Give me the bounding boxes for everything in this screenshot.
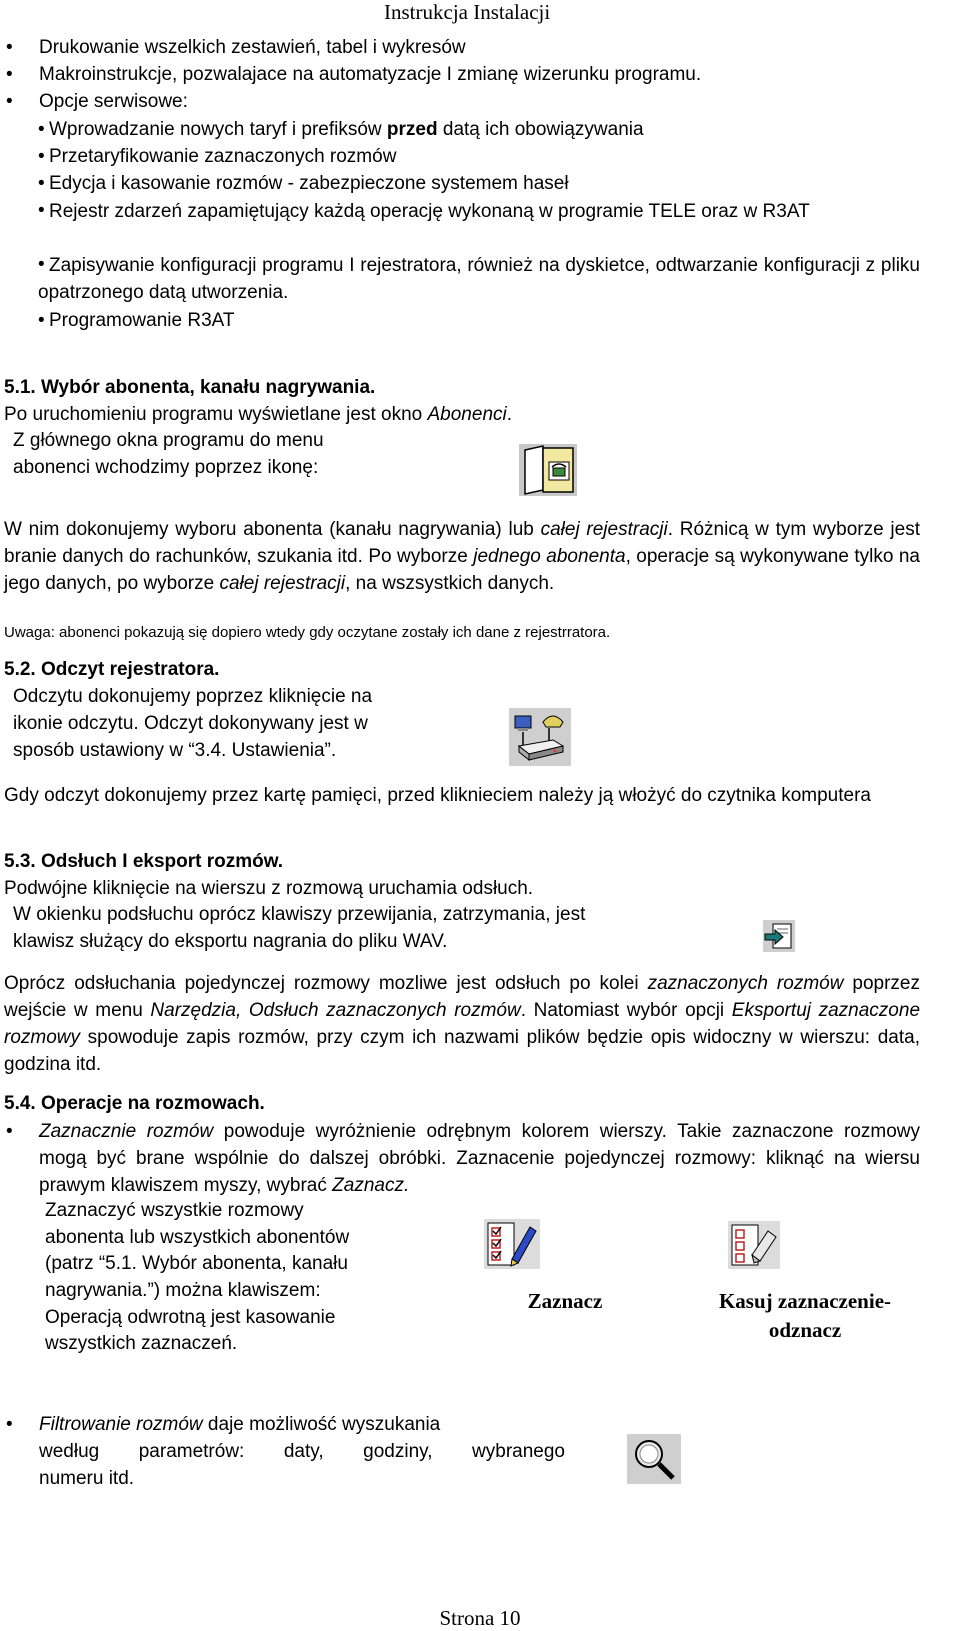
- list-item-line: numeru itd.: [39, 1468, 135, 1489]
- paragraph: [4, 516, 920, 597]
- sub-bullet: •: [38, 146, 45, 167]
- paragraph-line: wszystkich zaznaczeń.: [45, 1333, 238, 1354]
- paragraph: Podwójne kliknięcie na wierszu z rozmową uruchamia odsłuch.: [4, 878, 534, 899]
- italic-text: Narzędzia, Odsłuch zaznaczonych rozmów: [150, 1000, 521, 1021]
- italic-text: Zaznacznie rozmów: [39, 1121, 214, 1142]
- unmark-caption-line1: Kasuj zaznaczenie-: [718, 1289, 892, 1313]
- text: Oprócz odsłuchania pojedynczej rozmowy mozliwe jest odsłuch po kolei: [4, 973, 648, 994]
- paragraph-line: (patrz “5.1. Wybór abonenta, kanału: [45, 1253, 348, 1274]
- sub-list-item: Przetaryfikowanie zaznaczonych rozmów: [49, 146, 397, 167]
- list-item: Makroinstrukcje, pozwalajace na automatyzacje I zmianę wizerunku programu.: [39, 64, 702, 85]
- section-heading: 5.2. Odczyt rejestratora.: [4, 659, 220, 680]
- mark-all-icon[interactable]: [484, 1219, 540, 1269]
- page-footer: Strona 10: [439, 1606, 521, 1630]
- list-item-line: według parametrów: daty, godziny, wybranego: [39, 1441, 565, 1462]
- export-icon[interactable]: [763, 920, 795, 952]
- filter-lead: [39, 1413, 440, 1437]
- mark-caption: Zaznacz: [527, 1289, 603, 1313]
- paragraph-line: Z głównego okna programu do menu: [13, 430, 324, 451]
- text: Po uruchomieniu programu wyświetlane jest okno: [4, 404, 428, 425]
- section-heading: 5.1. Wybór abonenta, kanału nagrywania.: [4, 377, 376, 398]
- unmark-all-icon[interactable]: [728, 1221, 780, 1269]
- sub-list-item: Rejestr zdarzeń zapamiętujący każdą operację wykonaną w programie TELE oraz w R3AT: [49, 201, 810, 222]
- paragraph-line: Operacją odwrotną jest kasowanie: [45, 1307, 336, 1328]
- italic-text: Zaznacz.: [332, 1175, 410, 1196]
- paragraph: [4, 403, 512, 427]
- text: Wprowadzanie nowych taryf i prefiksów: [49, 119, 387, 140]
- text: .: [506, 404, 513, 425]
- text: . Różnicą w tym wyborze jest branie danych do rachunków, szukania itd. Po wyborze: [4, 519, 920, 567]
- sub-list-item: Edycja i kasowanie rozmów - zabezpieczone systemem haseł: [49, 173, 569, 194]
- magnifier-icon[interactable]: [627, 1434, 681, 1484]
- list-item: Opcje serwisowe:: [39, 91, 188, 112]
- italic-text: zaznaczonych rozmów: [647, 973, 844, 994]
- phonebook-icon[interactable]: [519, 444, 577, 496]
- text: , operacje są wykonywane tylko na jego danych, po wyborze: [4, 546, 920, 594]
- paragraph-line: ikonie odczytu. Odczyt dokonywany jest w: [13, 713, 368, 734]
- paragraph: [4, 970, 920, 1078]
- bullet: •: [6, 37, 13, 58]
- sub-bullet: •: [38, 173, 45, 194]
- paragraph-line: abonenci wchodzimy poprzez ikonę:: [13, 457, 319, 478]
- recorder-read-icon[interactable]: [509, 708, 571, 766]
- sub-bullet: •: [38, 254, 45, 275]
- text: daje możliwość wyszukania: [202, 1414, 441, 1435]
- text: datą ich obowiązywania: [437, 119, 644, 140]
- list-item-line: [39, 1413, 565, 1437]
- list-item: [39, 1118, 920, 1199]
- paragraph-line: Odczytu dokonujemy poprzez kliknięcie na: [13, 686, 373, 707]
- italic-text: Abonenci: [427, 404, 507, 425]
- paragraph: Gdy odczyt dokonujemy przez kartę pamięci, przed kliknieciem należy ją włożyć do czytnika komputera: [4, 785, 871, 806]
- italic-text: jednego abonenta: [473, 546, 626, 567]
- bullet: •: [6, 1414, 13, 1435]
- text: . Natomiast wybór opcji: [520, 1000, 732, 1021]
- list-item: Drukowanie wszelkich zestawień, tabel i wykresów: [39, 37, 466, 58]
- text: spowoduje zapis rozmów, przy czym ich nazwami plików będzie opis widoczny w wierszu: data, godzina itd.: [4, 1027, 920, 1075]
- bullet: •: [6, 1121, 13, 1142]
- sub-list-item: Zapisywanie konfiguracji programu I rejestratora, również na dyskietce, odtwarzanie konfiguracji z pliku opatrzonego datą utworzenia.: [38, 255, 920, 303]
- paragraph-line: nagrywania.”) można klawiszem:: [45, 1280, 321, 1301]
- text: poprzez wejście w menu: [4, 973, 920, 1021]
- unmark-caption-line2: odznacz: [768, 1318, 842, 1342]
- italic-text: Eksportuj zaznaczone rozmowy: [4, 1000, 921, 1048]
- paragraph-line: Zaznaczyć wszystkie rozmowy: [45, 1200, 304, 1221]
- paragraph-line: sposób ustawiony w “3.4. Ustawienia”.: [13, 740, 337, 761]
- text: powoduje wyróżnienie odrębnym kolorem wierszy. Takie zaznaczone rozmowy mogą być brane wspólnie do dalszej obróbki. Zaznacenie pojedynczej rozmowy: kliknąć na wiersu prawym klawiszem myszy, wybrać: [39, 1121, 921, 1196]
- sub-list-item: Programowanie R3AT: [49, 310, 235, 331]
- bullet: •: [6, 91, 13, 112]
- paragraph-line: abonenta lub wszystkich abonentów: [45, 1227, 350, 1248]
- sub-bullet: •: [38, 310, 45, 331]
- text: W nim dokonujemy wyboru abonenta (kanału nagrywania) lub: [4, 519, 541, 540]
- page-header: Instrukcja Instalacji: [384, 0, 551, 24]
- italic-text: Filtrowanie rozmów: [39, 1414, 203, 1435]
- sub-bullet: •: [38, 119, 45, 140]
- italic-text: całej rejestracji: [540, 519, 668, 540]
- bullet: •: [6, 64, 13, 85]
- paragraph-line: klawisz służący do eksportu nagrania do pliku WAV.: [13, 931, 448, 952]
- text: , na wszsystkich danych.: [345, 573, 555, 594]
- italic-text: całej rejestracji: [219, 573, 346, 594]
- paragraph-line: W okienku podsłuchu oprócz klawiszy przewijania, zatrzymania, jest: [13, 904, 586, 925]
- section-heading: 5.4. Operacje na rozmowach.: [4, 1093, 265, 1114]
- note: Uwaga: abonenci pokazują się dopiero wtedy gdy oczytane zostały ich dane z rejestrratora.: [4, 624, 611, 641]
- section-heading: 5.3. Odsłuch I eksport rozmów.: [4, 851, 284, 872]
- sub-list-item: [49, 118, 644, 142]
- bold-text: przed: [386, 119, 438, 140]
- sub-bullet: •: [38, 200, 45, 221]
